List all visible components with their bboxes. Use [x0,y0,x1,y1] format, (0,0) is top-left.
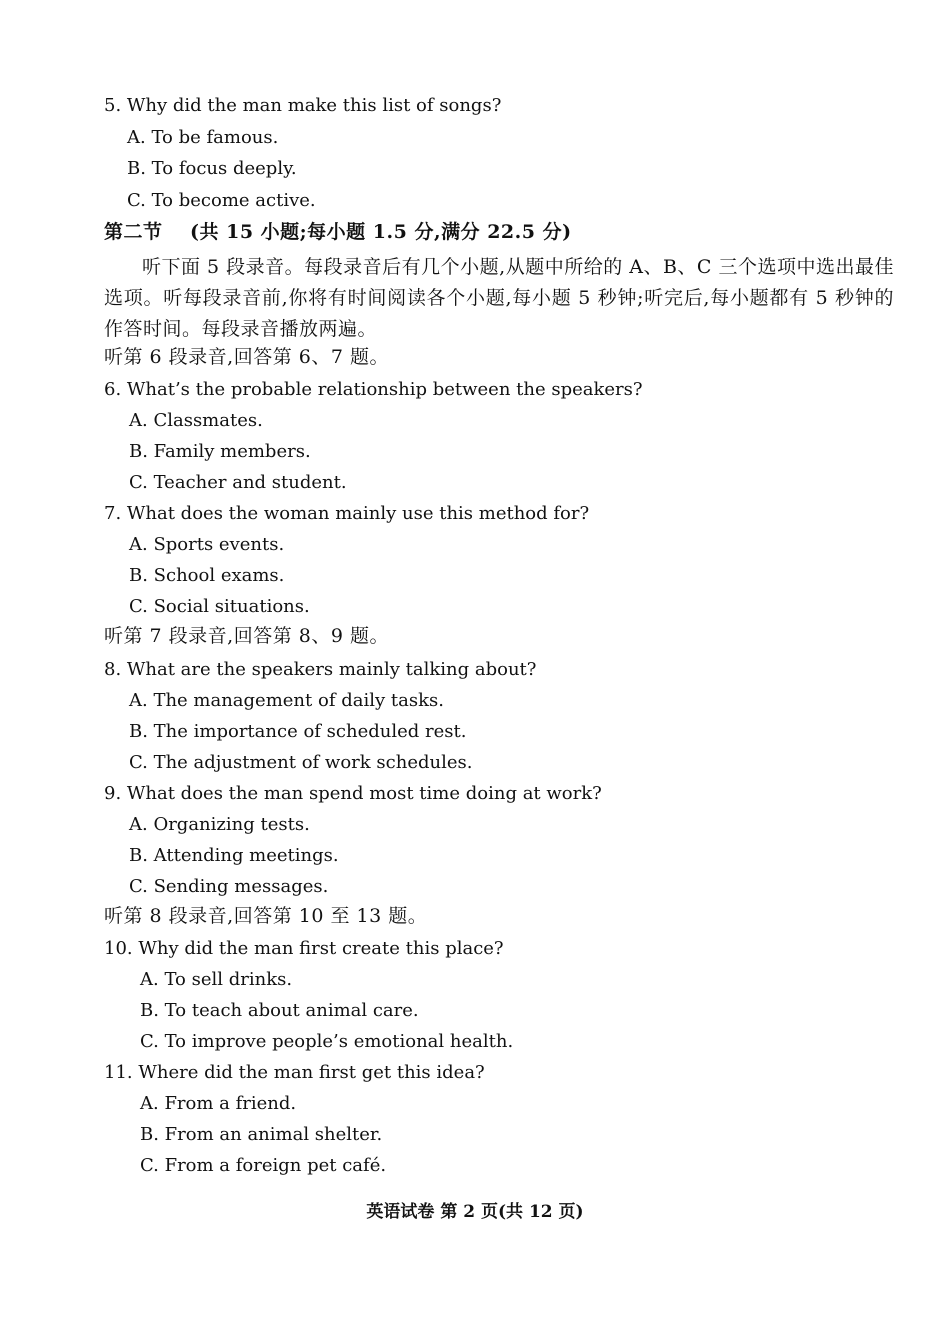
question-9-option-a: A. Organizing tests. [129,814,310,835]
question-7-option-b: B. School exams. [129,565,285,586]
question-6-option-c: C. Teacher and student. [129,472,347,493]
question-10-option-a: A. To sell drinks. [140,969,293,990]
recording-8-prompt: 听第 8 段录音,回答第 10 至 13 题。 [104,905,428,927]
question-11-stem: 11. Where did the man first get this idea? [104,1062,485,1083]
question-8-option-a: A. The management of daily tasks. [129,690,444,711]
question-5-option-c: C. To become active. [127,190,316,211]
question-7-option-c: C. Social situations. [129,596,310,617]
question-6-option-b: B. Family members. [129,441,311,462]
question-11-option-a: A. From a friend. [140,1093,297,1114]
question-10-option-c: C. To improve people’s emotional health. [140,1031,514,1052]
section-2-instructions: 听下面 5 段录音。每段录音后有几个小题,从题中所给的 A、B、C 三个选项中选出最佳选项。听每段录音前,你将有时间阅读各个小题,每小题 5 秒钟;听完后,每小题都有 5 秒钟的作答时间。每段录音播放两遍。 [104,256,895,340]
question-7-option-a: A. Sports events. [129,534,285,555]
question-5-option-b: B. To focus deeply. [127,158,297,179]
question-9-stem: 9. What does the man spend most time doing at work? [104,783,602,804]
question-5-option-a: A. To be famous. [127,127,279,148]
question-7-stem: 7. What does the woman mainly use this method for? [104,503,590,524]
page-footer: 英语试卷 第 2 页(共 12 页) [366,1202,584,1222]
question-11-option-b: B. From an animal shelter. [140,1124,383,1145]
section-2-info: (共 15 小题;每小题 1.5 分,满分 22.5 分) [190,221,572,243]
question-5-stem: 5. Why did the man make this list of songs? [104,95,502,116]
question-8-option-c: C. The adjustment of work schedules. [129,752,473,773]
question-8-stem: 8. What are the speakers mainly talking about? [104,659,537,680]
question-10-stem: 10. Why did the man first create this place? [104,938,504,959]
question-9-option-c: C. Sending messages. [129,876,329,897]
recording-7-prompt: 听第 7 段录音,回答第 8、9 题。 [104,625,389,647]
question-6-stem: 6. What’s the probable relationship between the speakers? [104,379,643,400]
recording-6-prompt: 听第 6 段录音,回答第 6、7 题。 [104,346,389,368]
question-10-option-b: B. To teach about animal care. [140,1000,419,1021]
section-2-title: 第二节 [104,221,163,243]
question-6-option-a: A. Classmates. [129,410,263,431]
question-11-option-c: C. From a foreign pet café. [140,1155,387,1176]
question-9-option-b: B. Attending meetings. [129,845,339,866]
question-8-option-b: B. The importance of scheduled rest. [129,721,467,742]
